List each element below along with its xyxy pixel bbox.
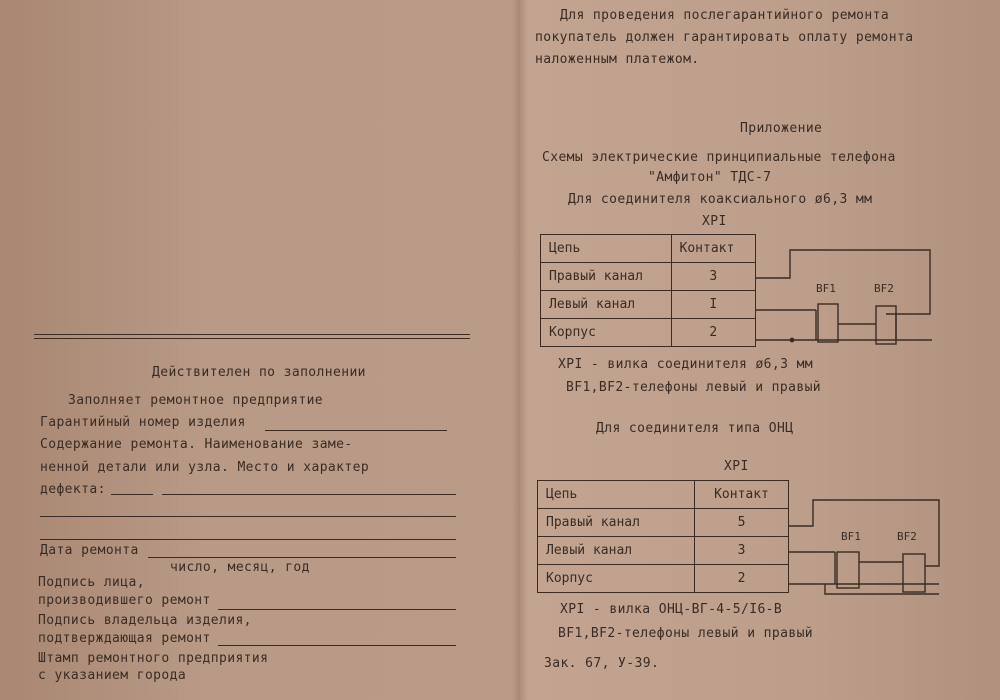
table-row bbox=[538, 509, 789, 537]
page-fold bbox=[512, 0, 528, 700]
order-number: Зак. 67, У-39. bbox=[544, 656, 660, 671]
table-cell-contact: 2 bbox=[671, 319, 755, 347]
repair-content-line-2: ненной детали или узла. Место и характер bbox=[40, 460, 370, 475]
bf2-label: ВF2 bbox=[874, 282, 894, 295]
table-row bbox=[541, 263, 756, 291]
diagram2-note-1: XPI - вилка ОНЦ-ВГ-4-5/I6-В bbox=[560, 602, 783, 617]
diagram2-connector-label: XPI bbox=[724, 459, 749, 474]
defect-field-2[interactable] bbox=[40, 516, 456, 517]
repairer-signature-label-1: Подпись лица, bbox=[38, 575, 145, 590]
table-cell-circuit: Правый канал bbox=[541, 263, 672, 291]
schemes-title-2: "Амфитон" ТДС-7 bbox=[648, 170, 772, 185]
coax-connector-title: Для соединителя коаксиального ø6,3 мм bbox=[568, 192, 873, 207]
junction-dot bbox=[790, 338, 795, 343]
bf2-symbol bbox=[876, 306, 896, 344]
table-header-contact: Контакт bbox=[671, 235, 755, 263]
bf1-symbol bbox=[818, 304, 838, 342]
table-cell-circuit: Левый канал bbox=[538, 537, 695, 565]
table-row bbox=[538, 537, 789, 565]
repair-content-line-3: дефекта: bbox=[40, 482, 106, 497]
tear-off-line bbox=[34, 334, 470, 339]
table-cell-contact: I bbox=[671, 291, 755, 319]
table-cell-contact: 3 bbox=[695, 537, 789, 565]
repair-date-field[interactable] bbox=[148, 557, 456, 558]
diagram2-contact-table bbox=[537, 480, 789, 593]
right-channel-wire bbox=[756, 250, 930, 314]
table-row bbox=[541, 319, 756, 347]
repair-date-hint: число, месяц, год bbox=[170, 560, 310, 575]
table-row bbox=[541, 291, 756, 319]
bf1-symbol bbox=[837, 552, 859, 588]
stamp-label-2: с указанием города bbox=[38, 668, 187, 683]
defect-field-1[interactable] bbox=[162, 494, 456, 495]
diagram2-note-2: ВF1,ВF2-телефоны левый и правый bbox=[558, 626, 814, 641]
diagram1-connector-label: XPI bbox=[702, 214, 727, 229]
diagram1-note-1: XPI - вилка соединителя ø6,3 мм bbox=[558, 357, 814, 372]
schemes-title-1: Схемы электрические принципиальные телефона bbox=[542, 150, 896, 165]
table-cell-circuit: Левый канал bbox=[541, 291, 672, 319]
table-cell-circuit: Корпус bbox=[538, 565, 695, 593]
owner-signature-label-1: Подпись владельца изделия, bbox=[38, 613, 252, 628]
bf2-symbol bbox=[903, 554, 925, 592]
owner-signature-field[interactable] bbox=[218, 645, 456, 646]
table-cell-circuit: Правый канал bbox=[538, 509, 695, 537]
defect-field-short[interactable] bbox=[111, 494, 153, 495]
table-header-row bbox=[538, 481, 789, 509]
table-cell-circuit: Корпус bbox=[541, 319, 672, 347]
bf1-label: ВF1 bbox=[816, 282, 836, 295]
table-header-circuit: Цепь bbox=[541, 235, 672, 263]
diagram1-contact-table bbox=[540, 234, 756, 347]
table-header-contact: Контакт bbox=[695, 481, 789, 509]
table-header-circuit: Цепь bbox=[538, 481, 695, 509]
bf2-label: ВF2 bbox=[897, 530, 917, 543]
appendix-heading: Приложение bbox=[740, 121, 823, 136]
onc-connector-title: Для соединителя типа ОНЦ bbox=[596, 421, 794, 436]
table-cell-contact: 3 bbox=[671, 263, 755, 291]
filled-by-label: Заполняет ремонтное предприятие bbox=[68, 393, 324, 408]
bf1-label: ВF1 bbox=[841, 530, 861, 543]
stamp-label-1: Штамп ремонтного предприятия bbox=[38, 651, 269, 666]
warranty-number-label: Гарантийный номер изделия bbox=[40, 415, 246, 430]
repairer-signature-field[interactable] bbox=[218, 609, 456, 610]
table-header-row bbox=[541, 235, 756, 263]
defect-field-3[interactable] bbox=[40, 539, 456, 540]
repair-content-line-1: Содержание ремонта. Наименование заме- bbox=[40, 437, 353, 452]
table-cell-contact: 5 bbox=[695, 509, 789, 537]
repairer-signature-label-2: производившего ремонт bbox=[38, 593, 211, 608]
diagram2-wiring bbox=[789, 490, 949, 615]
validity-note: Действителен по заполнении bbox=[152, 365, 366, 380]
warranty-number-field[interactable] bbox=[265, 430, 447, 431]
post-warranty-line-2: покупатель должен гарантировать оплату ремонта bbox=[535, 30, 914, 45]
diagram1-note-2: ВF1,ВF2-телефоны левый и правый bbox=[566, 380, 822, 395]
table-cell-contact: 2 bbox=[695, 565, 789, 593]
diagram1-wiring bbox=[756, 240, 941, 360]
post-warranty-line-1: Для проведения послегарантийного ремонта bbox=[560, 8, 890, 23]
table-row bbox=[538, 565, 789, 593]
repair-date-label: Дата ремонта bbox=[40, 543, 139, 558]
post-warranty-line-3: наложенным платежом. bbox=[535, 52, 700, 67]
owner-signature-label-2: подтверждающая ремонт bbox=[38, 631, 211, 646]
